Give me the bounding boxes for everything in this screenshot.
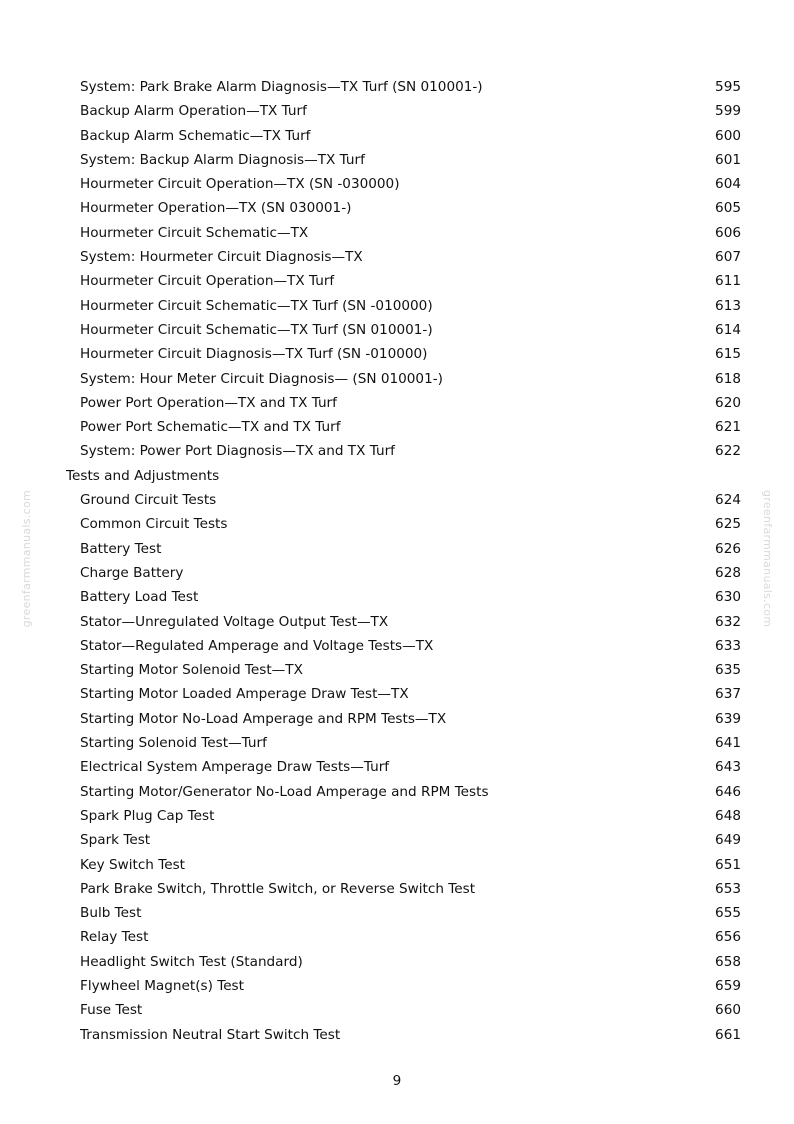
toc-entry[interactable] bbox=[0, 221, 794, 245]
toc-entry-page: 653 bbox=[715, 880, 741, 897]
toc-entry-title: Flywheel Magnet(s) Test bbox=[80, 977, 244, 994]
toc-entry[interactable] bbox=[0, 415, 794, 439]
toc-entry-page: 606 bbox=[715, 224, 741, 241]
toc-group-before bbox=[0, 75, 794, 464]
toc-entry-title: Hourmeter Circuit Schematic—TX bbox=[80, 224, 309, 241]
toc-entry-title: Transmission Neutral Start Switch Test bbox=[80, 1026, 341, 1043]
toc-entry-page: 625 bbox=[715, 516, 741, 533]
toc-entry-page: 599 bbox=[715, 103, 741, 120]
toc-group-after bbox=[0, 488, 794, 1047]
toc-entry[interactable] bbox=[0, 828, 794, 852]
toc-entry[interactable] bbox=[0, 610, 794, 634]
toc-entry-title: Bulb Test bbox=[80, 905, 142, 922]
toc-entry-page: 656 bbox=[715, 929, 741, 946]
toc-entry-page: 601 bbox=[715, 151, 741, 168]
toc-entry[interactable] bbox=[0, 537, 794, 561]
toc-entry[interactable] bbox=[0, 294, 794, 318]
toc-entry-page: 607 bbox=[715, 249, 741, 266]
toc-entry-title: Key Switch Test bbox=[80, 856, 185, 873]
toc-entry-title: Common Circuit Tests bbox=[80, 516, 228, 533]
toc-entry-page: 643 bbox=[715, 759, 741, 776]
toc-entry-title: Electrical System Amperage Draw Tests—Turf bbox=[80, 759, 390, 776]
toc-entry[interactable] bbox=[0, 196, 794, 220]
toc-entry-title: Starting Motor No-Load Amperage and RPM Tests—TX bbox=[80, 710, 447, 727]
toc-entry[interactable] bbox=[0, 853, 794, 877]
toc-entry[interactable] bbox=[0, 488, 794, 512]
toc-entry-title: Spark Test bbox=[80, 832, 151, 849]
toc-entry[interactable] bbox=[0, 367, 794, 391]
toc-entry[interactable] bbox=[0, 877, 794, 901]
toc-entry-page: 630 bbox=[715, 589, 741, 606]
toc-entry-page: 613 bbox=[715, 297, 741, 314]
page-number: 9 bbox=[392, 1073, 402, 1089]
toc-entry-page: 621 bbox=[715, 419, 741, 436]
toc-entry-page: 641 bbox=[715, 735, 741, 752]
toc-entry-page: 660 bbox=[715, 1002, 741, 1019]
toc-entry[interactable] bbox=[0, 439, 794, 463]
toc-entry[interactable] bbox=[0, 585, 794, 609]
toc-entry-page: 632 bbox=[715, 613, 741, 630]
toc-entry-title: Battery Load Test bbox=[80, 589, 199, 606]
section-heading bbox=[0, 464, 794, 488]
toc-entry[interactable] bbox=[0, 148, 794, 172]
toc-entry-page: 605 bbox=[715, 200, 741, 217]
toc-entry[interactable] bbox=[0, 950, 794, 974]
toc-entry-title: Hourmeter Circuit Diagnosis—TX Turf (SN -010000) bbox=[80, 346, 428, 363]
watermark-right: greenfarmmanuals.com bbox=[761, 490, 774, 628]
toc-entry-title: Hourmeter Circuit Operation—TX Turf bbox=[80, 273, 335, 290]
toc-entry-page: 626 bbox=[715, 540, 741, 557]
toc-entry-title: Power Port Operation—TX and TX Turf bbox=[80, 394, 337, 411]
toc-entry-title: System: Backup Alarm Diagnosis—TX Turf bbox=[80, 151, 365, 168]
toc-entry-title: Headlight Switch Test (Standard) bbox=[80, 953, 303, 970]
toc-entry-title: Fuse Test bbox=[80, 1002, 143, 1019]
toc-entry-title: Starting Motor/Generator No-Load Amperage and RPM Tests bbox=[80, 783, 489, 800]
toc-entry[interactable] bbox=[0, 682, 794, 706]
toc-entry-title: Hourmeter Circuit Operation—TX (SN -030000) bbox=[80, 176, 400, 193]
toc-entry[interactable] bbox=[0, 99, 794, 123]
toc-entry-title: System: Park Brake Alarm Diagnosis—TX Turf (SN 010001-) bbox=[80, 79, 483, 95]
toc-entry[interactable] bbox=[0, 925, 794, 949]
toc-entry[interactable] bbox=[0, 342, 794, 366]
toc-entry-page: 624 bbox=[715, 492, 741, 509]
toc-entry-title: System: Hour Meter Circuit Diagnosis— (SN 010001-) bbox=[80, 370, 443, 387]
toc-entry[interactable] bbox=[0, 245, 794, 269]
toc-entry-title: Power Port Schematic—TX and TX Turf bbox=[80, 419, 341, 436]
toc-entry-title: Backup Alarm Operation—TX Turf bbox=[80, 103, 307, 120]
toc-entry-page: 620 bbox=[715, 394, 741, 411]
toc-entry[interactable] bbox=[0, 804, 794, 828]
toc-entry[interactable] bbox=[0, 780, 794, 804]
toc-entry-title: Spark Plug Cap Test bbox=[80, 807, 215, 824]
toc-entry-title: Stator—Unregulated Voltage Output Test—TX bbox=[80, 613, 389, 630]
toc-entry[interactable] bbox=[0, 512, 794, 536]
toc-entry-page: 614 bbox=[715, 321, 741, 338]
toc-entry-page: 651 bbox=[715, 856, 741, 873]
toc-entry-title: Battery Test bbox=[80, 540, 162, 557]
toc-entry-title: Charge Battery bbox=[80, 564, 184, 581]
toc-entry[interactable] bbox=[0, 634, 794, 658]
toc-entry[interactable] bbox=[0, 755, 794, 779]
section-heading-text: Tests and Adjustments bbox=[66, 467, 220, 484]
toc-entry[interactable] bbox=[0, 391, 794, 415]
toc-entry-page: 658 bbox=[715, 953, 741, 970]
toc-entry-title: Relay Test bbox=[80, 929, 149, 946]
toc-entry-page: 595 bbox=[715, 79, 741, 95]
toc-entry-title: System: Hourmeter Circuit Diagnosis—TX bbox=[80, 249, 363, 266]
toc-entry[interactable] bbox=[0, 707, 794, 731]
toc-entry-page: 633 bbox=[715, 637, 741, 654]
toc-entry[interactable] bbox=[0, 172, 794, 196]
toc-entry[interactable] bbox=[0, 731, 794, 755]
toc-entry-page: 648 bbox=[715, 807, 741, 824]
toc-entry-page: 615 bbox=[715, 346, 741, 363]
toc-entry-title: Stator—Regulated Amperage and Voltage Tests—TX bbox=[80, 637, 434, 654]
toc-entry-page: 661 bbox=[715, 1026, 741, 1043]
toc-entry-title: Starting Solenoid Test—Turf bbox=[80, 735, 267, 752]
toc-entry-page: 600 bbox=[715, 127, 741, 144]
watermark-left: greenfarmmanuals.com bbox=[20, 490, 33, 628]
toc-entry[interactable] bbox=[0, 75, 794, 99]
toc-entry-page: 646 bbox=[715, 783, 741, 800]
toc-entry-page: 649 bbox=[715, 832, 741, 849]
toc-entry-title: Backup Alarm Schematic—TX Turf bbox=[80, 127, 311, 144]
toc-entry-page: 659 bbox=[715, 977, 741, 994]
toc-entry[interactable] bbox=[0, 124, 794, 148]
toc-entry-title: Ground Circuit Tests bbox=[80, 492, 217, 509]
toc-entry-title: Park Brake Switch, Throttle Switch, or Reverse Switch Test bbox=[80, 880, 476, 897]
toc-entry-page: 611 bbox=[715, 273, 741, 290]
toc-entry[interactable] bbox=[0, 318, 794, 342]
toc-entry-page: 637 bbox=[715, 686, 741, 703]
toc-entry-page: 622 bbox=[715, 443, 741, 460]
toc-entry[interactable] bbox=[0, 269, 794, 293]
table-of-contents bbox=[0, 75, 794, 1047]
toc-entry-title: Hourmeter Circuit Schematic—TX Turf (SN 010001-) bbox=[80, 321, 433, 338]
toc-entry[interactable] bbox=[0, 998, 794, 1022]
toc-entry-page: 635 bbox=[715, 662, 741, 679]
toc-entry[interactable] bbox=[0, 658, 794, 682]
toc-entry-page: 639 bbox=[715, 710, 741, 727]
toc-entry-page: 655 bbox=[715, 905, 741, 922]
toc-entry-page: 604 bbox=[715, 176, 741, 193]
toc-entry-page: 618 bbox=[715, 370, 741, 387]
toc-entry[interactable] bbox=[0, 561, 794, 585]
toc-entry[interactable] bbox=[0, 1023, 794, 1047]
toc-entry-title: System: Power Port Diagnosis—TX and TX Turf bbox=[80, 443, 395, 460]
toc-entry-title: Hourmeter Operation—TX (SN 030001-) bbox=[80, 200, 352, 217]
toc-entry-title: Starting Motor Solenoid Test—TX bbox=[80, 662, 303, 679]
toc-entry-title: Hourmeter Circuit Schematic—TX Turf (SN -010000) bbox=[80, 297, 433, 314]
toc-entry[interactable] bbox=[0, 974, 794, 998]
toc-entry-title: Starting Motor Loaded Amperage Draw Test—TX bbox=[80, 686, 409, 703]
toc-entry[interactable] bbox=[0, 901, 794, 925]
toc-entry-page: 628 bbox=[715, 564, 741, 581]
